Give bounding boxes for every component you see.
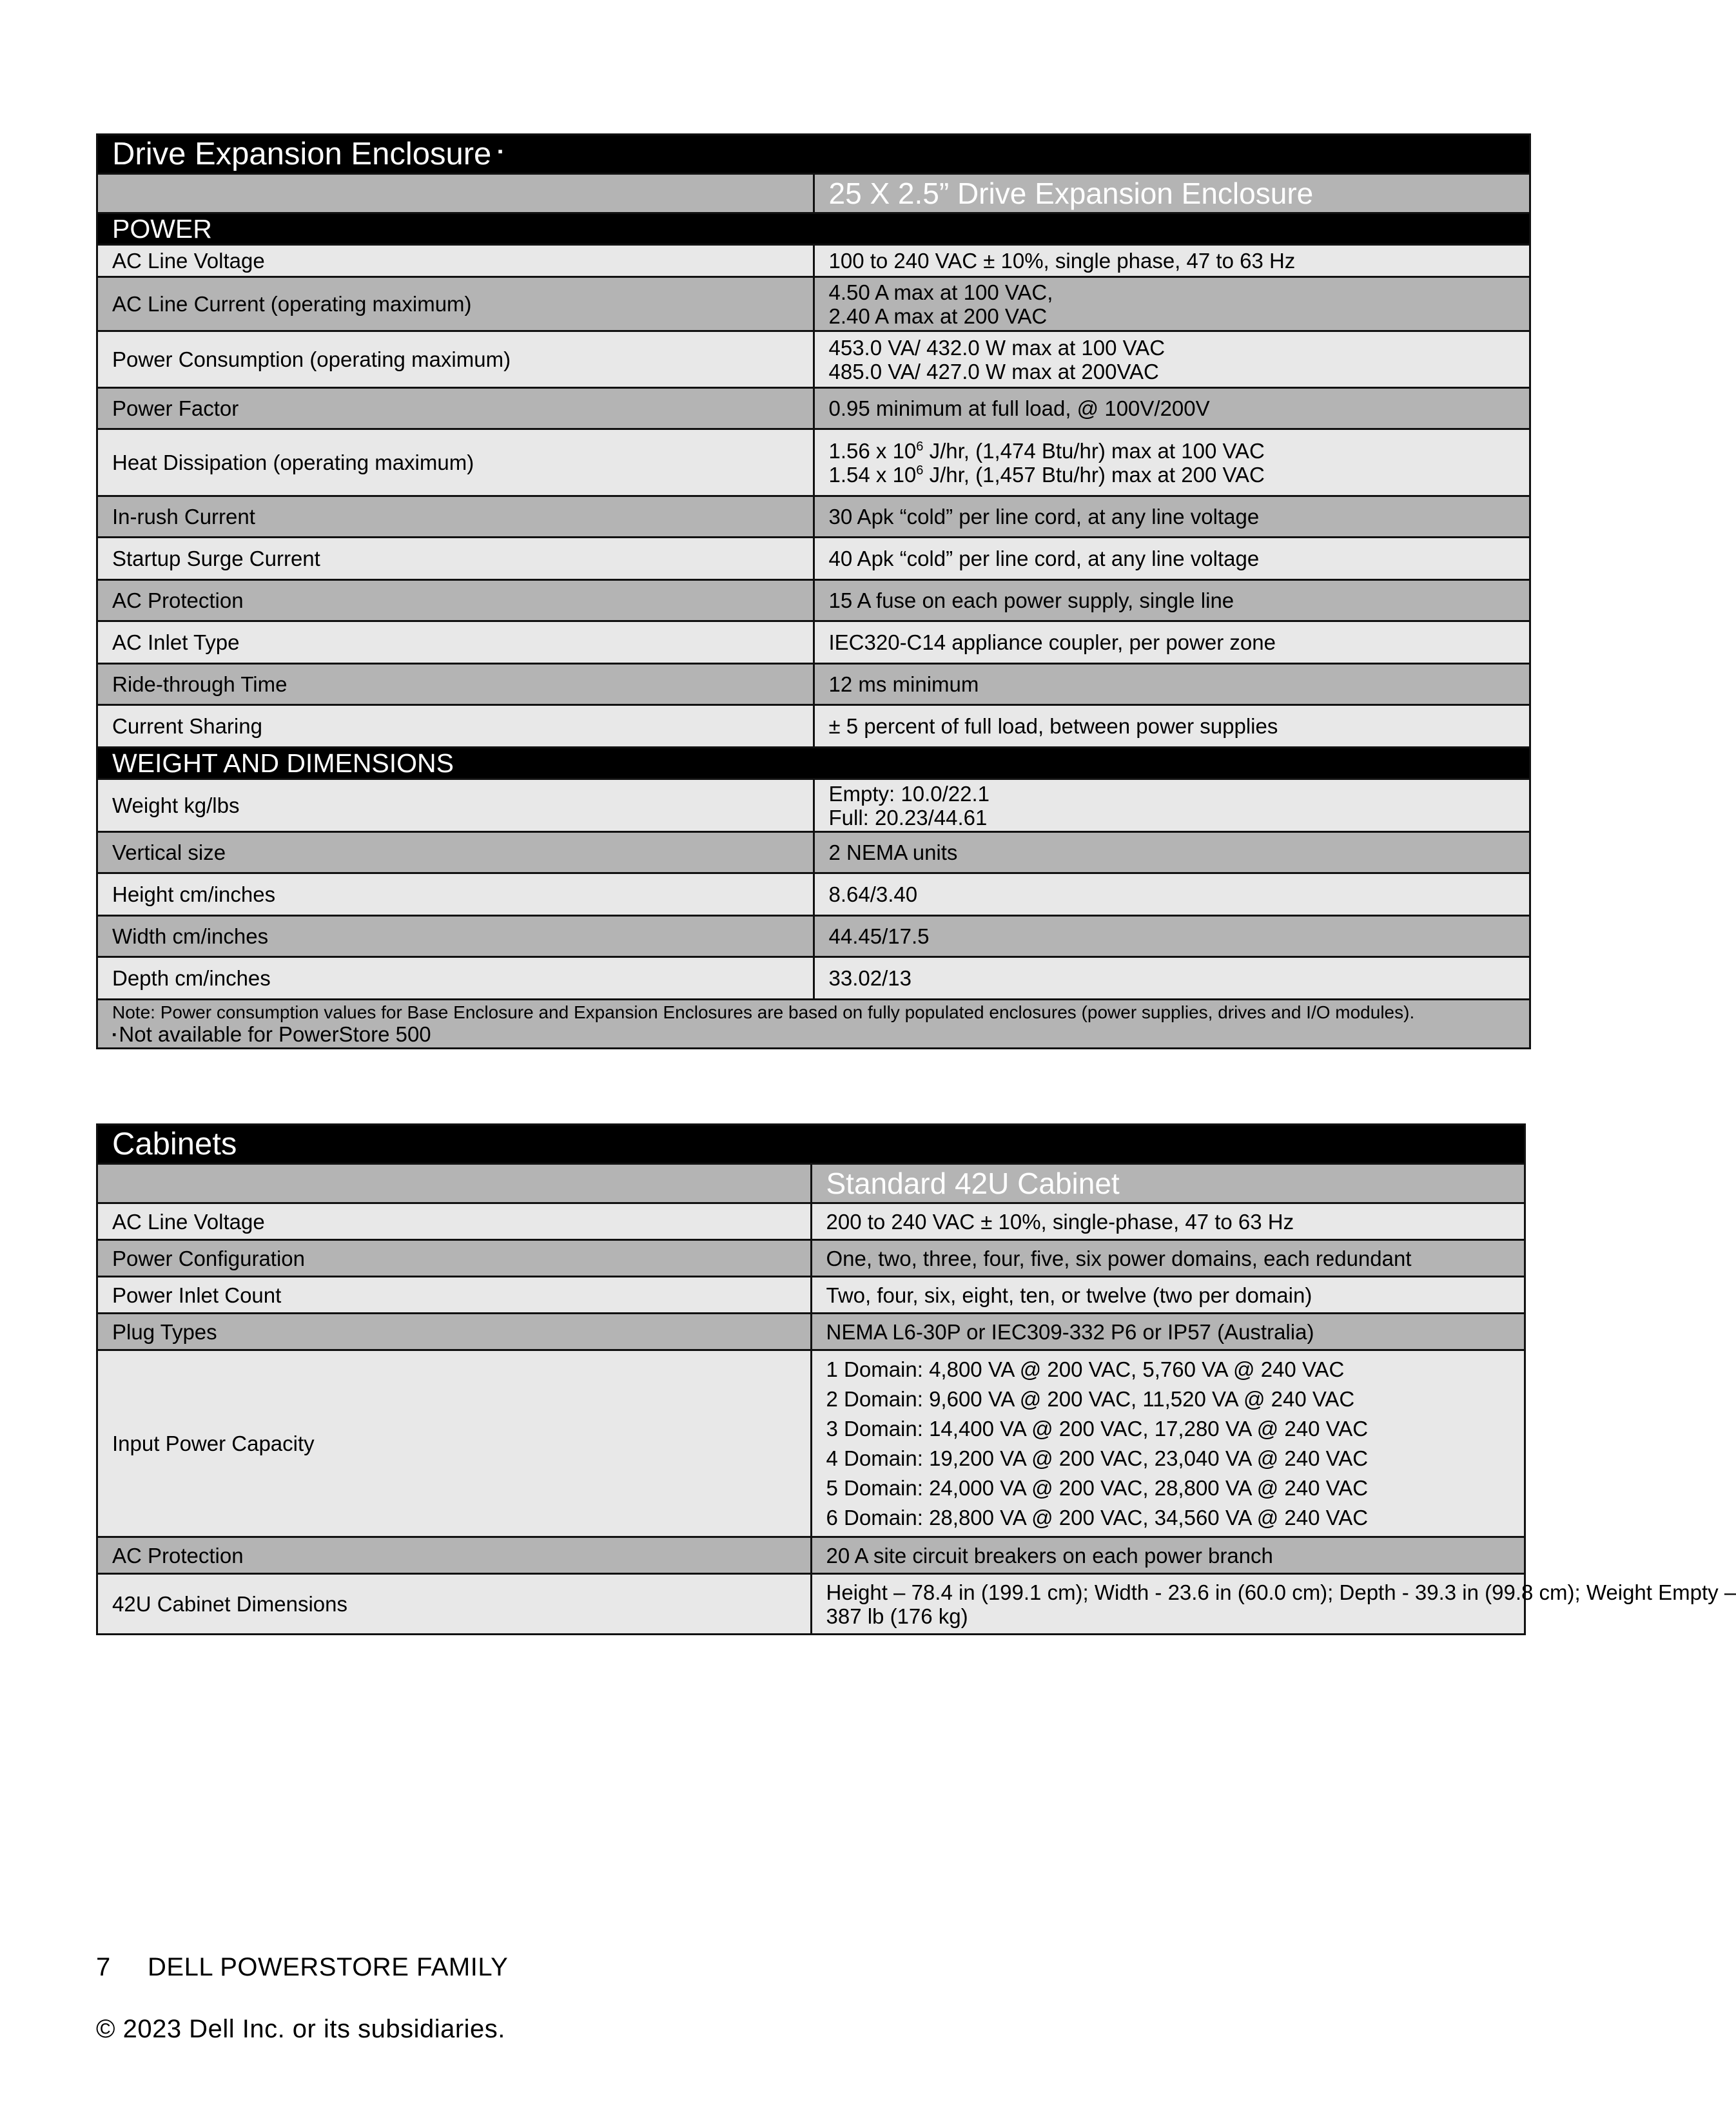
spec-label: Power Configuration <box>97 1240 812 1277</box>
drive-expansion-enclosure-table <box>96 133 1531 1049</box>
footnote-marker: ▪ <box>498 143 503 159</box>
spec-label: Weight kg/lbs <box>97 779 814 832</box>
spec-value: 44.45/17.5 <box>814 916 1530 957</box>
spec-value: One, two, three, four, five, six power domains, each redundant <box>811 1240 1525 1277</box>
table-row <box>97 832 1530 873</box>
table-note: Note: Power consumption values for Base Enclosure and Expansion Enclosures are based on fully populated enclosures (power supplies, drives and I/O modules). <box>112 1002 1415 1022</box>
spec-label: AC Line Voltage <box>97 1203 812 1240</box>
table-row <box>97 916 1530 957</box>
document-title: DELL POWERSTORE FAMILY <box>148 1953 509 1981</box>
spec-value: 8.64/3.40 <box>814 873 1530 916</box>
table-row <box>97 1240 1525 1277</box>
spec-label: Plug Types <box>97 1314 812 1350</box>
table-row <box>97 496 1530 538</box>
spec-label: Ride-through Time <box>97 664 814 705</box>
spec-label: In-rush Current <box>97 496 814 538</box>
table-row <box>97 664 1530 705</box>
spec-label: Width cm/inches <box>97 916 814 957</box>
table-row <box>97 779 1530 832</box>
spec-label: Input Power Capacity <box>97 1350 812 1537</box>
table-title-row <box>97 1125 1525 1164</box>
table-row <box>97 621 1530 664</box>
table-row <box>97 873 1530 916</box>
page-footer <box>96 1953 508 1982</box>
cabinets-table <box>96 1123 1736 1635</box>
spec-value: IEC320-C14 appliance coupler, per power zone <box>814 621 1530 664</box>
table-row <box>97 705 1530 748</box>
footnote-marker: ▪ <box>112 1028 117 1041</box>
spec-value: 200 to 240 VAC ± 10%, single-phase, 47 to 63 Hz <box>811 1203 1525 1240</box>
spec-label: AC Line Current (operating maximum) <box>97 277 814 331</box>
spec-label: AC Protection <box>97 580 814 621</box>
spec-value: Empty: 10.0/22.1 Full: 20.23/44.61 <box>814 779 1530 832</box>
spec-value: 453.0 VA/ 432.0 W max at 100 VAC 485.0 VA/ 427.0 W max at 200VAC <box>814 331 1530 388</box>
spec-label: Startup Surge Current <box>97 538 814 580</box>
table-row <box>97 331 1530 388</box>
table-row <box>97 1203 1525 1240</box>
table-row <box>97 538 1530 580</box>
spec-label: Power Consumption (operating maximum) <box>97 331 814 388</box>
table-row <box>97 277 1530 331</box>
spec-value: ± 5 percent of full load, between power supplies <box>814 705 1530 748</box>
spec-value: 4.50 A max at 100 VAC, 2.40 A max at 200 VAC <box>814 277 1530 331</box>
spec-label: Depth cm/inches <box>97 957 814 1000</box>
spec-value: 1.56 x $10^6$ J/hr, (1,474 Btu/hr) max at 100 VAC 1.54 x $10^6$ J/hr, (1,457 Btu/hr) max at 200 VAC <box>814 429 1530 496</box>
spec-value: 30 Apk “cold” per line cord, at any line voltage <box>814 496 1530 538</box>
spec-label: AC Line Voltage <box>97 245 814 277</box>
spec-label: Current Sharing <box>97 705 814 748</box>
spec-label: Power Inlet Count <box>97 1277 812 1314</box>
table-note-row <box>97 1000 1530 1049</box>
section-header-weight: WEIGHT AND DIMENSIONS <box>97 748 1530 779</box>
spec-value: NEMA L6-30P or IEC309-332 P6 or IP57 (Australia) <box>811 1314 1525 1350</box>
spec-label: AC Protection <box>97 1537 812 1574</box>
table-row <box>97 429 1530 496</box>
table-row <box>97 1314 1525 1350</box>
spec-value: 2 NEMA units <box>814 832 1530 873</box>
spec-value: 1 Domain: 4,800 VA @ 200 VAC, 5,760 VA @ 240 VAC 2 Domain: 9,600 VA @ 200 VAC, 11,520 VA @ 240 VAC 3 Domain: 14,400 VA @ 200 VAC, 17,280 VA @ 240 VAC 4 Domain: 19,200 VA @ 200 VAC, 23,040 VA @ 240 VAC 5 Domain: 24,000 VA @ 200 VAC, 28,800 VA @ 240 VAC 6 Domain: 28,800 VA @ 200 VAC, 34,560 VA @ 240 VAC <box>811 1350 1525 1537</box>
table-row <box>97 1537 1525 1574</box>
copyright: © 2023 Dell Inc. or its subsidiaries. <box>96 2015 505 2043</box>
table-row <box>97 957 1530 1000</box>
page-number: 7 <box>96 1953 111 1981</box>
spec-value: Two, four, six, eight, ten, or twelve (two per domain) <box>811 1277 1525 1314</box>
table-row <box>97 245 1530 277</box>
spec-label: Vertical size <box>97 832 814 873</box>
spec-label: AC Inlet Type <box>97 621 814 664</box>
spec-value: 0.95 minimum at full load, @ 100V/200V <box>814 388 1530 429</box>
spec-value: 100 to 240 VAC ± 10%, single phase, 47 to 63 Hz <box>814 245 1530 277</box>
spec-value: 15 A fuse on each power supply, single line <box>814 580 1530 621</box>
table-title: Drive Expansion Enclosure ▪ <box>97 135 1530 174</box>
column-header: Standard 42U Cabinet <box>811 1164 1525 1203</box>
table-row <box>97 1277 1525 1314</box>
spec-label: 42U Cabinet Dimensions <box>97 1574 812 1635</box>
footnote-text: Not available for PowerStore 500 <box>119 1022 431 1046</box>
table-row <box>97 1574 1525 1635</box>
column-header-row <box>97 174 1530 213</box>
spec-value: Height – 78.4 in (199.1 cm); Width - 23.6 in (60.0 cm); Depth - 39.3 in (99.8 cm); Weight Empty – 387 lb (176 kg) <box>811 1574 1525 1635</box>
table-row <box>97 388 1530 429</box>
spec-value: 20 A site circuit breakers on each power branch <box>811 1537 1525 1574</box>
table-row <box>97 580 1530 621</box>
table-title: Cabinets <box>97 1125 1525 1164</box>
table-title-row <box>97 135 1530 174</box>
spec-value: 40 Apk “cold” per line cord, at any line voltage <box>814 538 1530 580</box>
spec-label: Heat Dissipation (operating maximum) <box>97 429 814 496</box>
spec-label: Height cm/inches <box>97 873 814 916</box>
section-header-power: POWER <box>97 213 1530 245</box>
column-header: 25 X 2.5” Drive Expansion Enclosure <box>814 174 1530 213</box>
column-header-row <box>97 1164 1525 1203</box>
table-row <box>97 1350 1525 1537</box>
spec-value: 33.02/13 <box>814 957 1530 1000</box>
spec-label: Power Factor <box>97 388 814 429</box>
spec-value: 12 ms minimum <box>814 664 1530 705</box>
